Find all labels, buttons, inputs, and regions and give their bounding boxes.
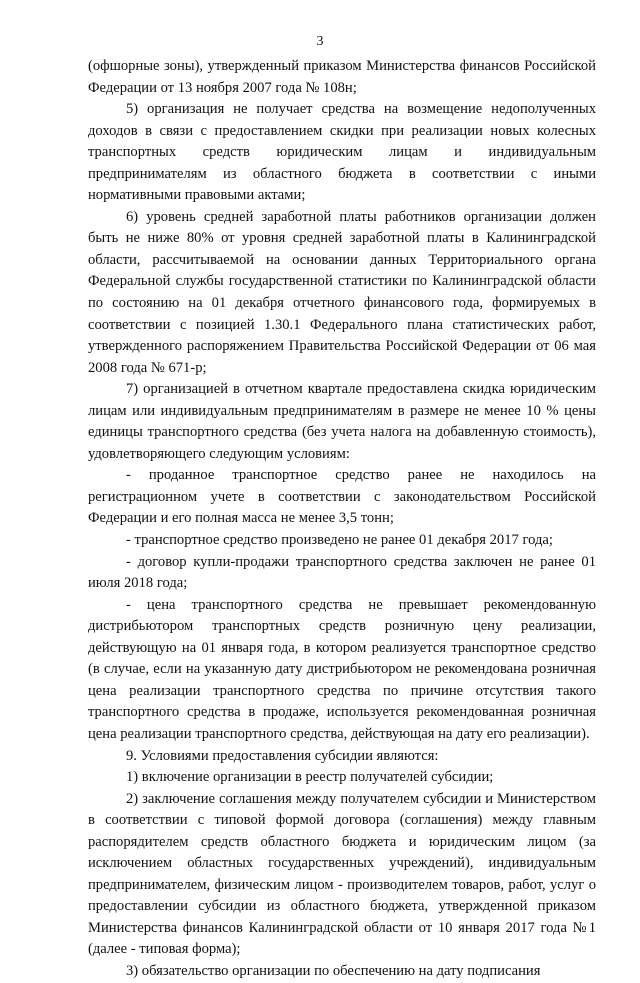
- section-heading: 9. Условиями предоставления субсидии являются:: [126, 747, 439, 764]
- list-item: - транспортное средство произведено не ранее 01 декабря 2017 года;: [126, 532, 553, 549]
- document-body: [88, 56, 596, 983]
- paragraph: 7) организацией в отчетном квартале предоставлена скидка юридическим лицам или индивидуальным предпринимателям в размере не менее 10 % цены единицы транспортного средства (без учета налога на добавленную стоимость), удовлетворяющего следующим условиям:: [88, 381, 596, 462]
- list-item: - цена транспортного средства не превышает рекомендованную дистрибьютором транспортных средств розничную цену реализации, действующую на 01 января года, в котором реализуется транспортное средство (в случае, если на указанную дату дистрибьютором не рекомендована розничная цена реализации транспортного средства по причине отсутствия такого транспортного средства в продаже, используется рекомендованная розничная цена реализации транспортного средства, действующая на дату его реализации).: [88, 596, 596, 742]
- paragraph: 3) обязательство организации по обеспечению на дату подписания: [126, 962, 541, 979]
- paragraph: 6) уровень средней заработной платы работников организации должен быть не ниже 80% от уровня средней заработной платы в Калининградской области, рассчитываемой на основании данных Территориального органа Федеральной службы государственной статистики по Калининградской области по состоянию на 01 декабря отчетного финансового года, формируемых в соответствии с позицией 1.30.1 Федерального плана статистических работ, утвержденного распоряжением Правительства Российской Федерации от 06 мая 2008 года № 671-р;: [88, 208, 596, 376]
- paragraph: (офшорные зоны), утвержденный приказом Министерства финансов Российской Федерации от 13 ноября 2007 года № 108н;: [88, 58, 596, 96]
- list-item: - договор купли-продажи транспортного средства заключен не ранее 01 июля 2018 года;: [88, 553, 596, 592]
- list-item: - проданное транспортное средство ранее не находилось на регистрационном учете в соответствии с законодательством Российской Федерации и его полная масса не менее 3,5 тонн;: [88, 467, 596, 527]
- paragraph: 1) включение организации в реестр получателей субсидии;: [126, 769, 494, 786]
- paragraph: 5) организация не получает средства на возмещение недополученных доходов в связи с предоставлением скидки при реализации новых колесных транспортных средств юридическим лицам и индивидуальным предпринимателям из областного бюджета в соответствии с иными нормативными правовыми актами;: [88, 101, 596, 204]
- paragraph: 2) заключение соглашения между получателем субсидии и Министерством в соответствии с типовой формой договора (соглашения) между главным распорядителем средств областного бюджета и юридическим лицом (за исключением областных государственных учреждений), индивидуальным предпринимателем, физическим лицом - производителем товаров, работ, услуг о предоставлении субсидии из областного бюджета, утвержденной приказом Министерства финансов Калининградской области от 10 января 2017 года №1 (далее - типовая форма);: [88, 790, 596, 958]
- page-number: 3: [316, 34, 324, 49]
